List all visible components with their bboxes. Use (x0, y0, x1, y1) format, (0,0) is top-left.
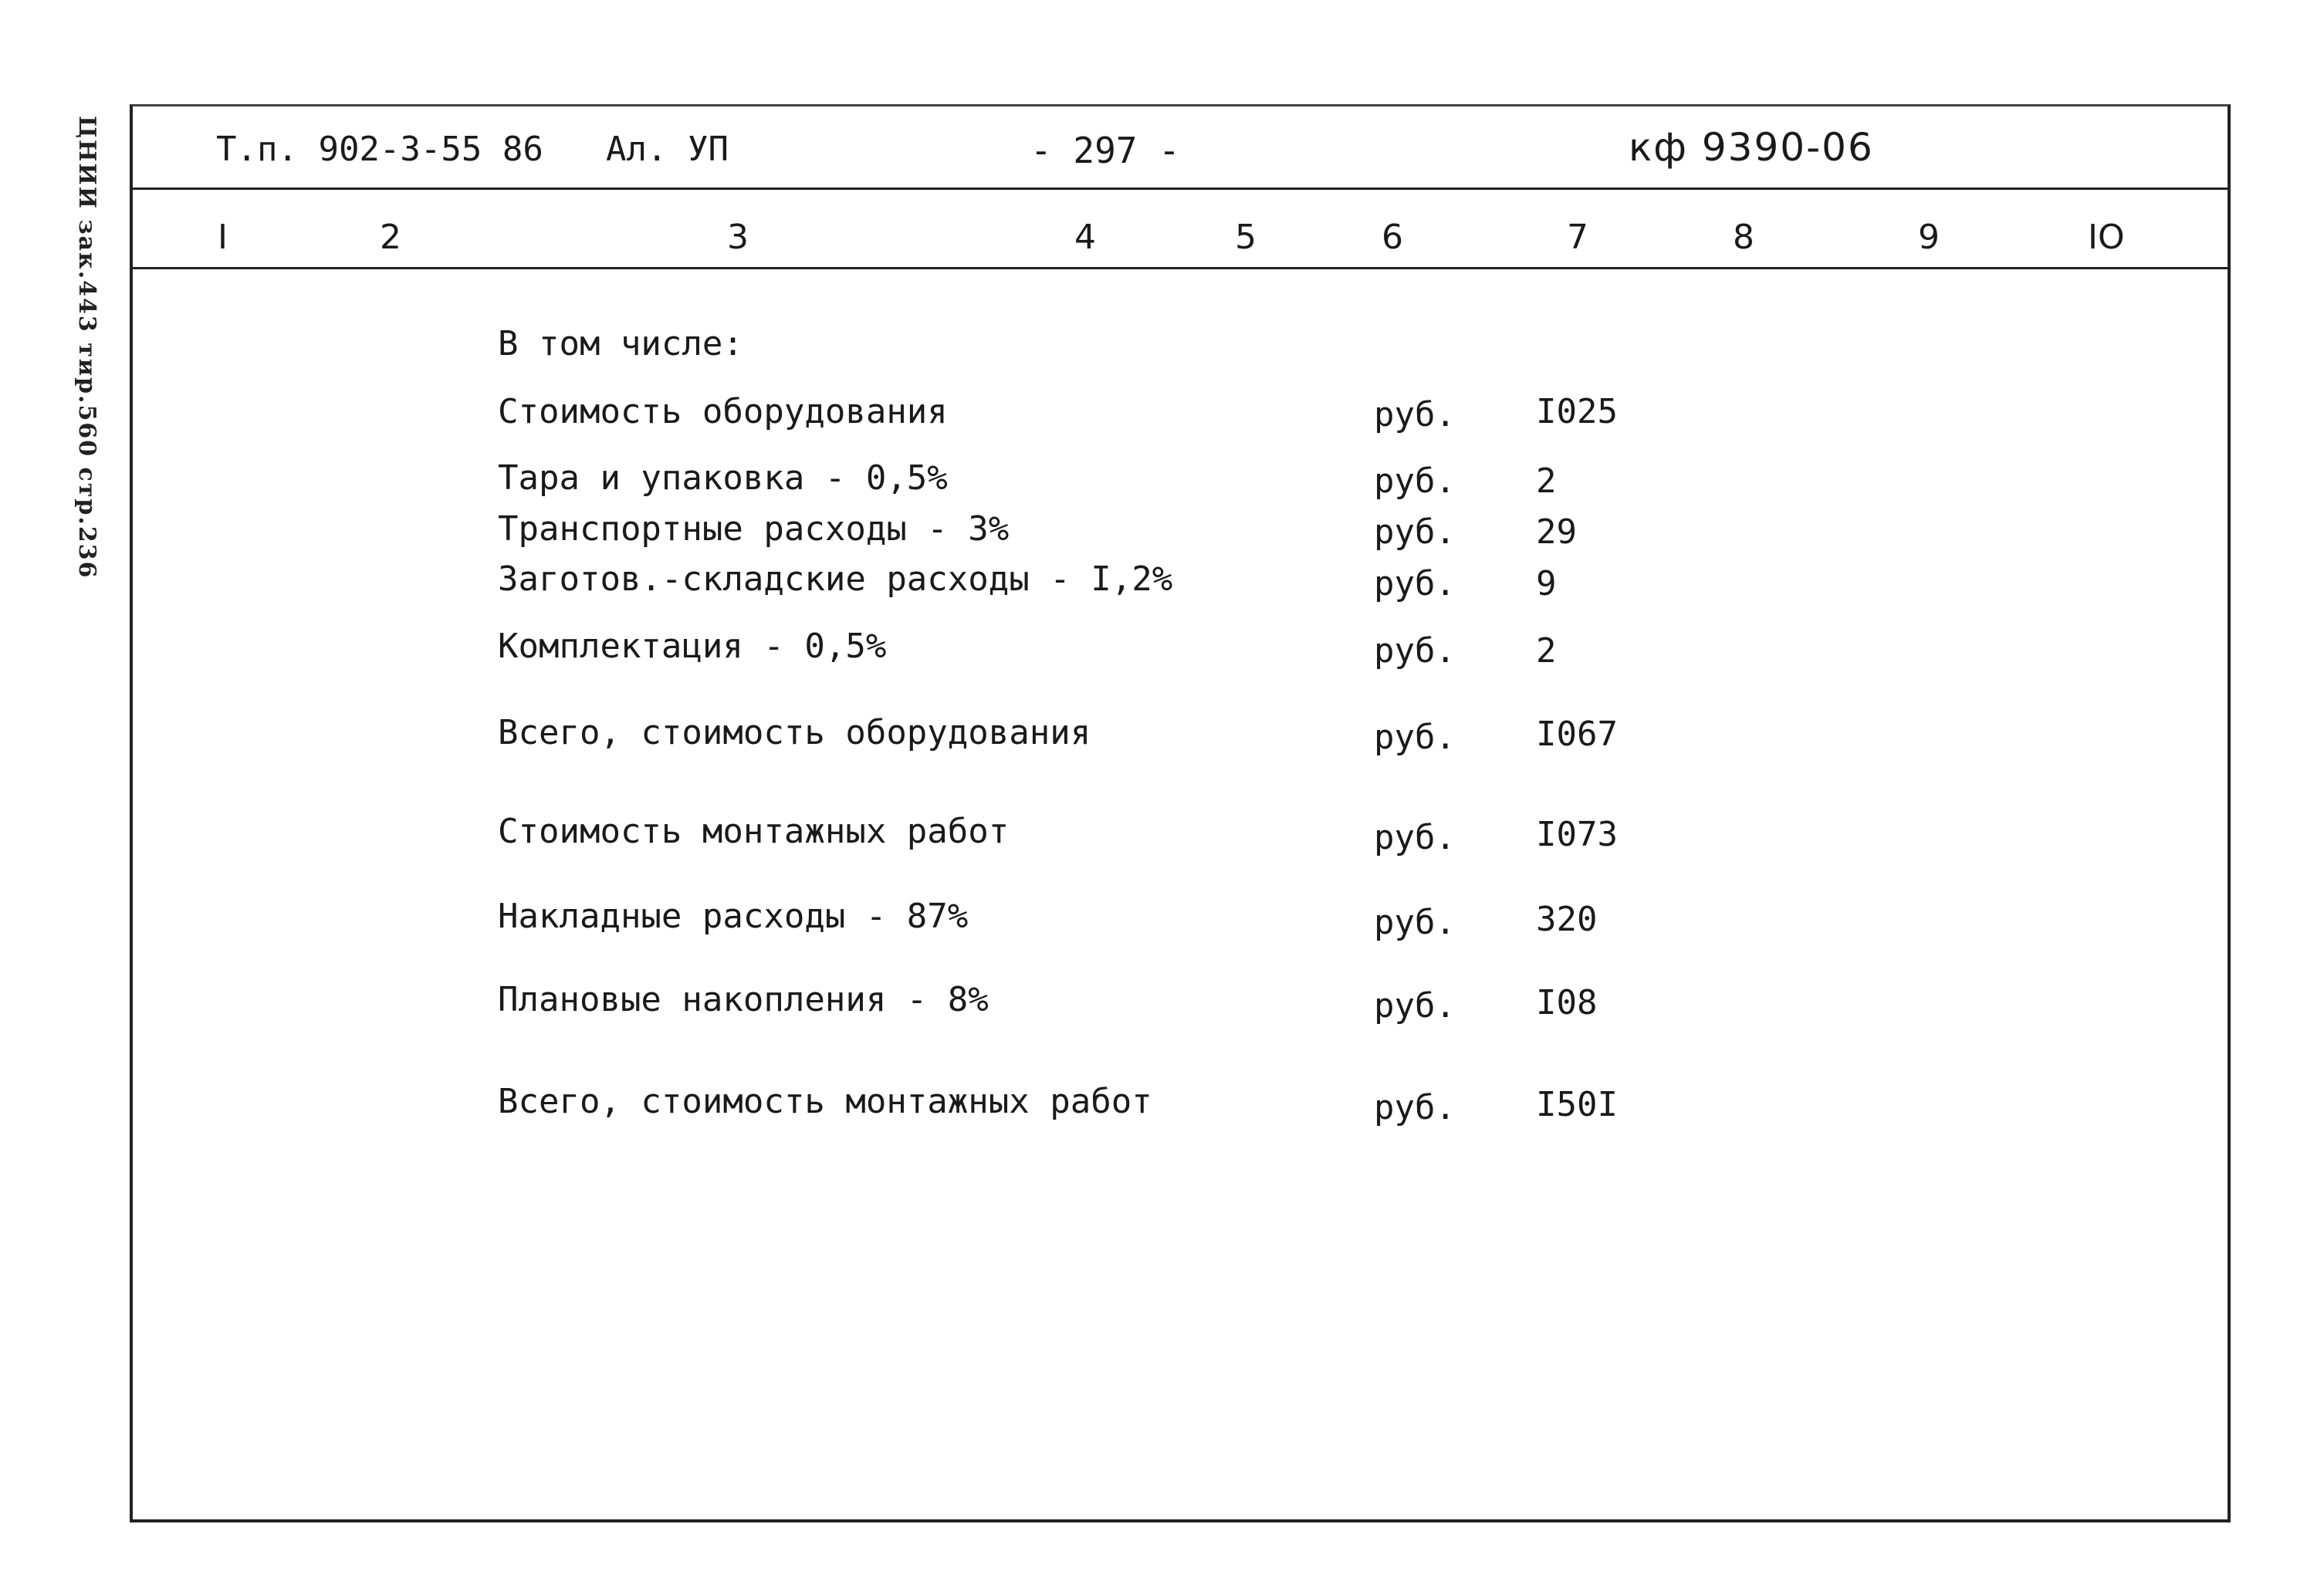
row-label: Плановые накопления - 8% (498, 980, 989, 1019)
column-number-10: IO (2088, 218, 2125, 257)
row-unit: руб. (1374, 631, 1456, 671)
row-unit: руб. (1374, 512, 1456, 552)
column-number-4: 4 (1074, 218, 1096, 257)
row-unit: руб. (1374, 818, 1456, 857)
row-label: Заготов.-складские расходы - I,2% (498, 559, 1173, 599)
row-value: I50I (1536, 1085, 1618, 1124)
row-unit: руб. (1374, 718, 1456, 757)
row-unit: руб. (1374, 903, 1456, 942)
row-label: Тара и упаковка - 0,5% (498, 458, 948, 498)
column-number-6: 6 (1382, 218, 1403, 257)
row-value: I08 (1536, 983, 1598, 1022)
row-label: Всего, стоимость оборудования (498, 713, 1091, 752)
document-code: кф 9390-06 (1629, 125, 1874, 170)
column-number-1: I (218, 218, 228, 257)
page-number: - 297 - (1030, 130, 1180, 171)
side-stamp (62, 116, 108, 580)
row-unit: руб. (1374, 461, 1456, 501)
column-number-3: 3 (727, 218, 749, 257)
row-value: I025 (1536, 392, 1618, 431)
row-value: I073 (1536, 815, 1618, 854)
table-frame (130, 104, 2231, 1522)
row-value: 320 (1536, 900, 1598, 939)
row-unit: руб. (1374, 1088, 1456, 1127)
row-value: 9 (1536, 564, 1557, 603)
row-value: 2 (1536, 631, 1557, 671)
album-number: Ал. УП (606, 130, 729, 169)
row-label: Комплектация - 0,5% (498, 627, 887, 666)
row-value: I067 (1536, 715, 1618, 754)
row-unit: руб. (1374, 986, 1456, 1026)
section-title: В том числе: (498, 324, 743, 363)
column-number-5: 5 (1235, 218, 1257, 257)
column-number-7: 7 (1567, 218, 1588, 257)
column-number-9: 9 (1918, 218, 1940, 257)
project-number: Т.п. 902-3-55 86 (216, 130, 543, 169)
row-label: Стоимость оборудования (498, 392, 948, 431)
row-label: Накладные расходы - 87% (498, 897, 969, 936)
row-label: Всего, стоимость монтажных работ (498, 1082, 1152, 1121)
row-value: 29 (1536, 512, 1577, 552)
side-stamp-text: ЦНИИ зак.443 тир.560 стр.236 (73, 116, 100, 580)
row-value: 2 (1536, 461, 1557, 501)
column-number-2: 2 (380, 218, 401, 257)
header-divider (130, 188, 2231, 190)
row-label: Стоимость монтажных работ (498, 812, 1010, 851)
row-label: Транспортные расходы - 3% (498, 509, 1010, 549)
column-number-8: 8 (1733, 218, 1754, 257)
row-unit: руб. (1374, 395, 1456, 434)
column-divider (130, 267, 2231, 269)
row-unit: руб. (1374, 564, 1456, 603)
